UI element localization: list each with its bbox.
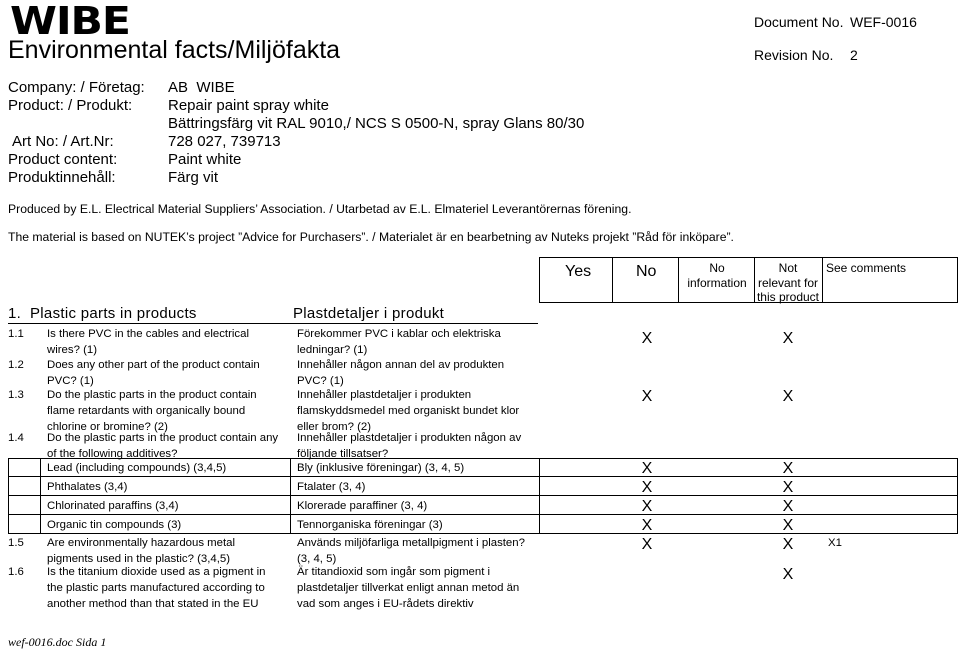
question-number: 1.3	[8, 389, 24, 401]
page-title: Environmental facts/Miljöfakta	[8, 36, 341, 64]
document-number-label: Document No.	[754, 14, 844, 30]
question-text-sv: Förekommer PVC i kablar och elektriska ledningar? (1)	[297, 328, 501, 356]
question-number: 1.6	[8, 566, 24, 578]
column-no: No	[636, 263, 657, 280]
question-text-en: Does any other part of the product contain PVC? (1)	[47, 359, 260, 387]
article-number: 728 027, 739713	[168, 133, 281, 150]
section-title-en: Plastic parts in products	[30, 305, 197, 322]
yes-mark: X	[641, 460, 653, 477]
question-number: 1.1	[8, 328, 24, 340]
no-information-mark: X	[782, 479, 794, 496]
question-text-sv: Används miljöfarliga metallpigment i plasten? (3, 4, 5)	[297, 537, 525, 565]
yes-mark: X	[641, 517, 653, 534]
question-text-sv: Innehåller plastdetaljer i produkten någon av följande tillsatser?	[297, 432, 522, 460]
content-label-sv: Produktinnehåll:	[8, 169, 116, 186]
company-value: AB WIBE	[168, 79, 235, 96]
question-text-sv: Är titandioxid som ingår som pigment i plastdetaljer tillverkat enligt annan metod än vad som anges i EU-rådets direktiv	[297, 566, 520, 610]
based-on-note: The material is based on NUTEK’s project ”Advice for Purchasers”. / Materialet är en bearbetning av Nutеks projekt ”Råd för inköpare”.	[8, 230, 734, 244]
column-yes: Yes	[565, 263, 592, 280]
wibe-logo: WIBE	[10, 0, 130, 43]
question-text-sv: Innehåller plastdetaljer i produkten flamskyddsmedel med organiskt bundet klor eller brom? (2)	[297, 389, 520, 433]
section-number: 1.	[8, 305, 22, 322]
additive-name-sv: Klorerade paraffiner (3, 4)	[297, 500, 428, 512]
yes-mark: X	[641, 388, 653, 405]
question-text-sv: Innehåller någon annan del av produkten PVC? (1)	[297, 359, 505, 387]
question-text-en: Is the titanium dioxide used as a pigment in the plastic parts manufactured according to another method than that stated in the EU	[47, 566, 266, 610]
content-value-sv: Färg vit	[168, 169, 219, 186]
column-see-comments: See comments	[826, 261, 907, 275]
additive-row	[8, 476, 958, 496]
content-value-en: Paint white	[168, 151, 242, 168]
yes-mark: X	[641, 479, 653, 496]
question-text-en: Are environmentally hazardous metal pigments used in the plastic? (3,4,5)	[47, 537, 236, 565]
product-label: Product: / Produkt:	[8, 97, 133, 114]
footer-filename: wef-0016.doc Sida 1	[8, 635, 107, 649]
content-label-en: Product content:	[8, 151, 118, 168]
additive-name-en: Chlorinated paraffins (3,4)	[47, 500, 179, 512]
revision-label: Revision No.	[754, 47, 834, 63]
yes-mark: X	[641, 536, 653, 553]
additive-name-sv: Tennorganiska föreningar (3)	[297, 519, 443, 531]
no-information-mark: X	[782, 388, 794, 405]
comment-reference: X1	[828, 537, 842, 549]
additive-name-sv: Bly (inklusive föreningar) (3, 4, 5)	[297, 462, 465, 474]
revision-number: 2	[850, 47, 858, 63]
yes-mark: X	[641, 330, 653, 347]
produced-by-note: Produced by E.L. Electrical Material Suppliers’ Association. / Utarbetad av E.L. Elmateriel Leverantörernas förening.	[8, 202, 632, 216]
question-text-en: Is there PVC in the cables and electrical wires? (1)	[47, 328, 249, 356]
section-title-sv: Plastdetaljer i produkt	[293, 305, 445, 322]
question-number: 1.2	[8, 359, 24, 371]
no-information-mark: X	[782, 460, 794, 477]
column-no-information: No information	[687, 261, 747, 290]
question-number: 1.4	[8, 432, 24, 444]
column-not-relevant: Not relevant for this product	[756, 261, 820, 304]
no-information-mark: X	[782, 566, 794, 583]
additive-name-sv: Ftalater (3, 4)	[297, 481, 366, 493]
no-information-mark: X	[782, 330, 794, 347]
product-name-sv: Bättringsfärg vit RAL 9010,/ NCS S 0500-N, spray Glans 80/30	[168, 115, 585, 132]
additive-name-en: Phthalates (3,4)	[47, 481, 128, 493]
no-information-mark: X	[782, 517, 794, 534]
article-label: Art No: / Art.Nr:	[12, 133, 114, 150]
question-text-en: Do the plastic parts in the product contain any of the following additives?	[47, 432, 279, 460]
company-label: Company: / Företag:	[8, 79, 145, 96]
yes-mark: X	[641, 498, 653, 515]
no-information-mark: X	[782, 498, 794, 515]
document-number: WEF-0016	[850, 14, 917, 30]
additive-name-en: Lead (including compounds) (3,4,5)	[47, 462, 227, 474]
no-information-mark: X	[782, 536, 794, 553]
product-name-en: Repair paint spray white	[168, 97, 329, 114]
question-text-en: Do the plastic parts in the product contain flame retardants with organically bound chlorine or bromine? (2)	[47, 389, 257, 433]
question-number: 1.5	[8, 537, 24, 549]
additive-name-en: Organic tin compounds (3)	[47, 519, 182, 531]
